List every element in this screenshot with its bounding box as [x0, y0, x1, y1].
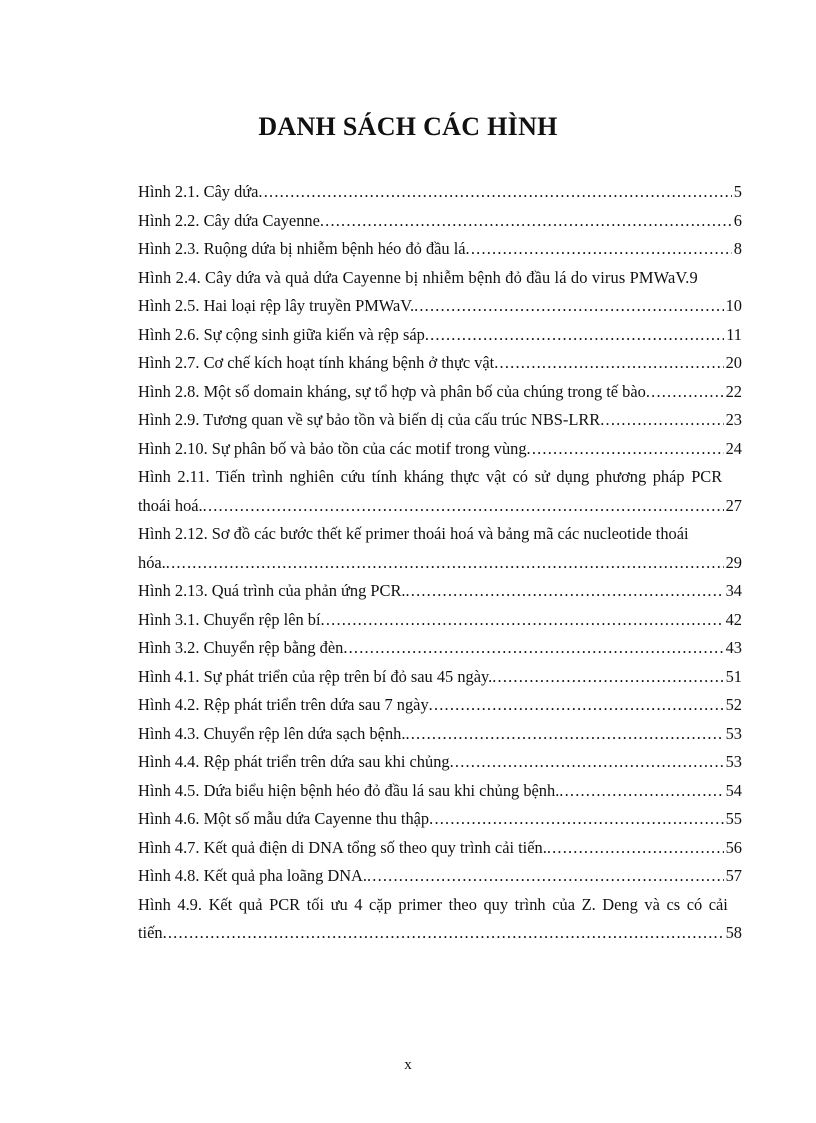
toc-entry[interactable]: [138, 406, 742, 435]
entry-text: Hình 2.10. Sự phân bố và bảo tồn của các motif trong vùng: [138, 438, 527, 458]
entry-text: Hình 4.2. Rệp phát triển trên dứa sau 7 ngày: [138, 695, 429, 714]
entry-page: 51: [725, 666, 742, 686]
entry-text: tiến: [138, 923, 163, 942]
entry-page: 58: [725, 923, 742, 942]
entry-page: 8: [733, 239, 742, 258]
toc-entry[interactable]: [138, 435, 742, 464]
toc-entry[interactable]: [138, 891, 742, 948]
entry-text: Hình 4.7. Kết quả điện di DNA tổng số theo quy trình cải tiến.: [138, 837, 547, 857]
entry-page: 5: [733, 182, 742, 201]
entry-text: Hình 4.5. Dứa biểu hiện bệnh héo đỏ đầu lá sau khi chủng bệnh.: [138, 780, 560, 800]
entry-text: Hình 2.7. Cơ chế kích hoạt tính kháng bệnh ở thực vật: [138, 353, 495, 372]
page-title: DANH SÁCH CÁC HÌNH: [258, 112, 558, 141]
entry-text: Hình 2.3. Ruộng dứa bị nhiễm bệnh héo đỏ đầu lá: [138, 239, 466, 258]
entry-text: Hình 2.6. Sự cộng sinh giữa kiến và rệp sáp: [138, 324, 425, 344]
entry-text: Hình 2.1. Cây dứa: [138, 182, 259, 201]
entry-page: 56: [725, 837, 742, 857]
entry-text: Hình 4.3. Chuyển rệp lên dứa sạch bệnh.: [138, 723, 406, 743]
toc-entry[interactable]: [138, 663, 742, 692]
entry-text: Hình 2.8. Một số domain kháng, sự tổ hợp và phân bố của chúng trong tế bào: [138, 381, 646, 401]
dot-leader: [450, 748, 724, 777]
entry-page: 52: [725, 695, 742, 714]
entry-text-line1: Hình 4.9. Kết quả PCR tối ưu 4 cặp primer theo quy trình của Z. Deng và cs có cải: [138, 894, 728, 914]
dot-leader: [320, 207, 732, 236]
dot-leader: [547, 834, 724, 863]
toc-entry[interactable]: [138, 691, 742, 720]
entry-text: Hình 3.1. Chuyển rệp lên bí: [138, 609, 321, 629]
dot-leader: [527, 435, 724, 464]
entry-page: 11: [726, 324, 742, 344]
entry-text: Hình 2.9. Tương quan về sự bảo tồn và biến dị của cấu trúc NBS-LRR: [138, 410, 601, 429]
entry-text-line1: Hình 2.11. Tiến trình nghiên cứu tính kháng thực vật có sử dụng phương pháp PCR: [138, 467, 723, 486]
entry-text: Hình 4.1. Sự phát triển của rệp trên bí đỏ sau 45 ngày.: [138, 666, 493, 686]
toc-entry[interactable]: [138, 606, 742, 635]
entry-page: 23: [725, 410, 742, 429]
entry-page: 10: [725, 296, 742, 315]
entry-page: 54: [725, 780, 742, 800]
entry-text: Hình 2.4. Cây dứa và quả dứa Cayenne bị nhiễm bệnh đỏ đầu lá do virus PMWaV.9: [138, 267, 698, 287]
dot-leader: [559, 777, 723, 806]
entry-page: 34: [725, 581, 742, 600]
entry-page: 42: [725, 609, 742, 629]
entry-text: Hình 4.4. Rệp phát triển trên dứa sau khi chủng: [138, 752, 450, 771]
toc-entry[interactable]: [138, 264, 742, 293]
toc-entry[interactable]: [138, 349, 742, 378]
toc-entry[interactable]: [138, 805, 742, 834]
entry-text: Hình 4.6. Một số mẫu dứa Cayenne thu thập: [138, 809, 430, 828]
page-number: x: [404, 1057, 412, 1073]
toc-entry[interactable]: [138, 378, 742, 407]
entry-page: 27: [725, 495, 742, 515]
toc-entry[interactable]: [138, 321, 742, 350]
toc-entry[interactable]: [138, 834, 742, 863]
entry-page: 6: [733, 210, 742, 230]
dot-leader: [166, 549, 724, 578]
dot-leader: [343, 634, 723, 663]
dot-leader: [494, 349, 723, 378]
figure-list: [138, 178, 742, 948]
entry-page: 22: [725, 381, 742, 401]
toc-entry[interactable]: [138, 634, 742, 663]
dot-leader: [258, 178, 731, 207]
entry-text: Hình 2.2. Cây dứa Cayenne: [138, 210, 320, 230]
toc-entry[interactable]: [138, 520, 742, 577]
toc-entry[interactable]: [138, 463, 742, 520]
dot-leader: [425, 321, 724, 350]
toc-entry[interactable]: [138, 777, 742, 806]
dot-leader: [367, 862, 724, 891]
entry-text: Hình 4.8. Kết quả pha loãng DNA.: [138, 866, 367, 885]
toc-entry[interactable]: [138, 748, 742, 777]
entry-page: 24: [725, 438, 742, 458]
toc-entry[interactable]: [138, 577, 742, 606]
dot-leader: [646, 378, 724, 407]
dot-leader: [405, 577, 723, 606]
entry-page: 57: [725, 866, 742, 885]
entry-text: thoái hoá.: [138, 495, 203, 515]
toc-entry[interactable]: [138, 178, 742, 207]
toc-entry[interactable]: [138, 720, 742, 749]
entry-page: 53: [725, 723, 742, 743]
entry-text: Hình 2.5. Hai loại rệp lây truyền PMWaV.: [138, 296, 415, 315]
dot-leader: [321, 606, 724, 635]
dot-leader: [600, 406, 723, 435]
toc-entry[interactable]: [138, 207, 742, 236]
dot-leader: [405, 720, 723, 749]
toc-entry[interactable]: [138, 292, 742, 321]
dot-leader: [466, 235, 732, 264]
dot-leader: [429, 691, 724, 720]
entry-text: hóa.: [138, 552, 166, 572]
entry-page: 29: [725, 552, 742, 572]
entry-page: 43: [725, 638, 742, 657]
entry-page: 20: [725, 353, 742, 372]
entry-page: 53: [725, 752, 742, 771]
dot-leader: [492, 663, 723, 692]
dot-leader: [429, 805, 723, 834]
entry-text: Hình 3.2. Chuyển rệp bằng đèn: [138, 638, 344, 657]
entry-text-line1: Hình 2.12. Sơ đồ các bước thết kế primer thoái hoá và bảng mã các nucleotide thoái: [138, 524, 689, 543]
dot-leader: [414, 292, 724, 321]
toc-entry[interactable]: [138, 862, 742, 891]
entry-text: Hình 2.13. Quá trình của phản ứng PCR.: [138, 581, 406, 600]
toc-entry[interactable]: [138, 235, 742, 264]
entry-page: 55: [725, 809, 742, 828]
dot-leader: [163, 919, 724, 948]
dot-leader: [203, 492, 724, 521]
